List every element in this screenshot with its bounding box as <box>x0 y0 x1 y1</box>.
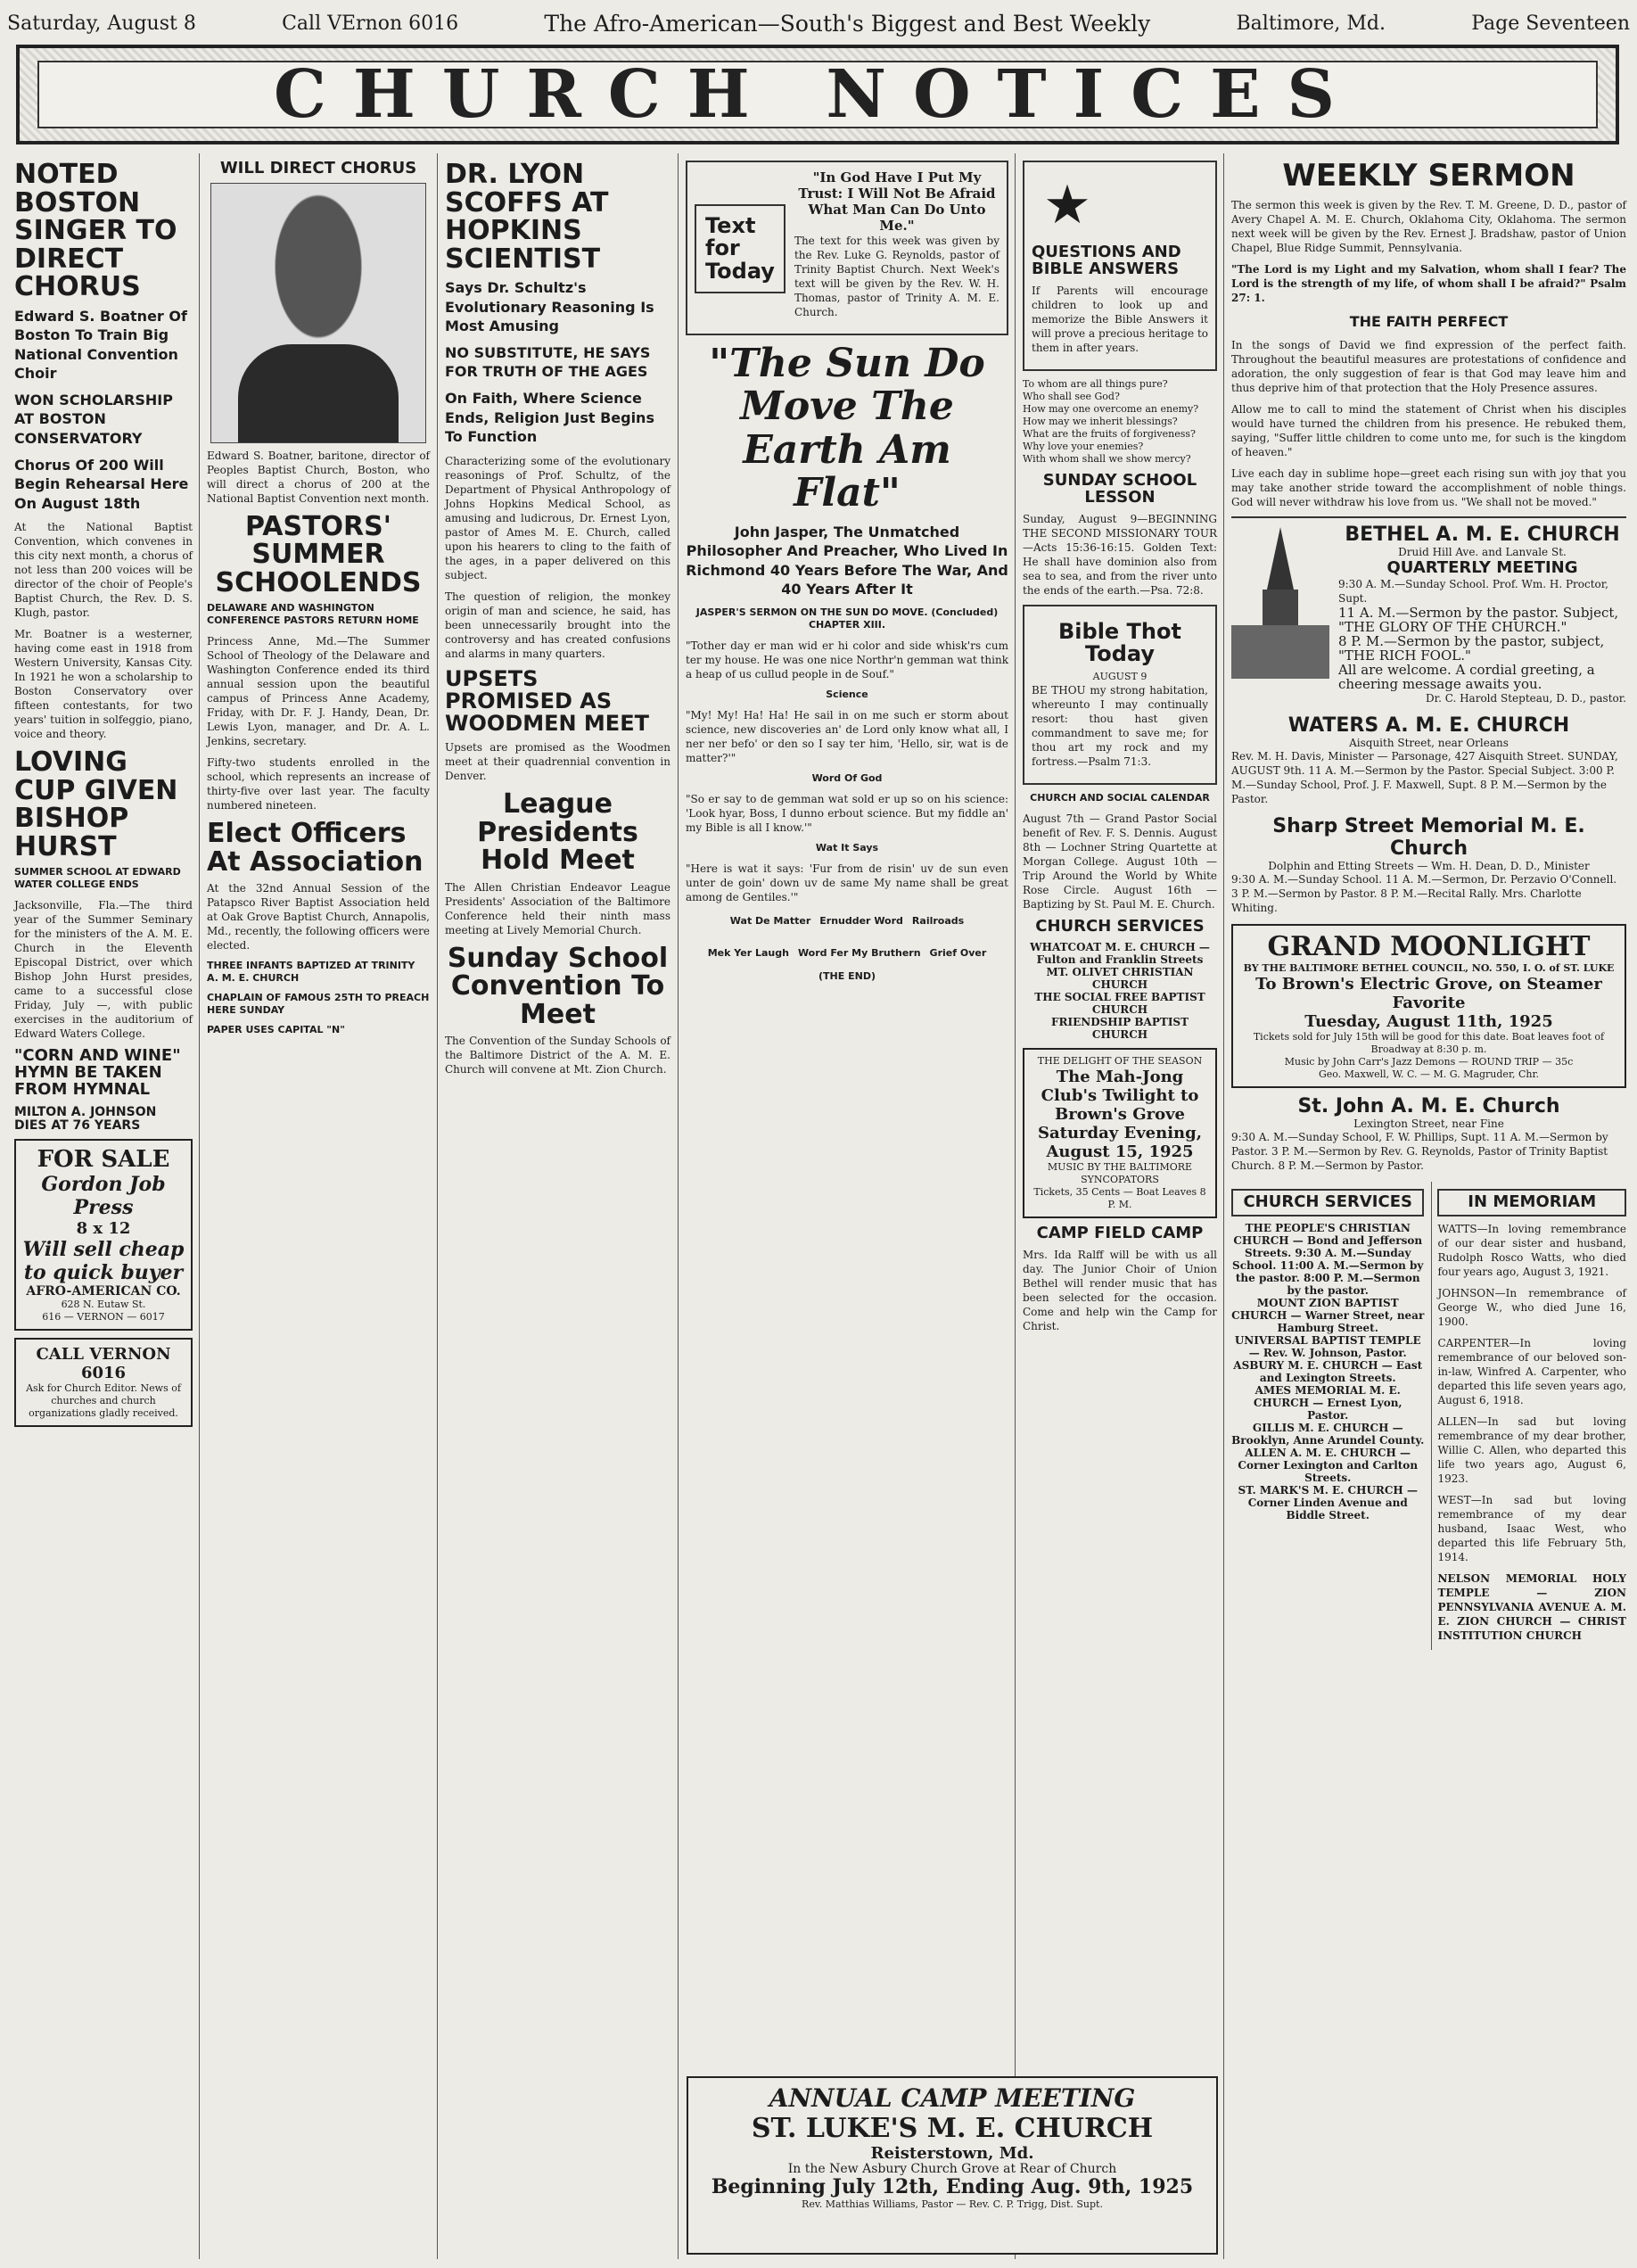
article-paragraph: The question of religion, the monkey origin of man and science, he said, has been unnecessarily brought into the controversy and has created confusions and alarms in many quarters. <box>445 590 670 660</box>
sermon-subhead: THE FAITH PERFECT <box>1349 312 1509 330</box>
church-address: Dolphin and Etting Streets — Wm. H. Dean, D. D., Minister <box>1268 860 1590 873</box>
headline-woodmen: UPSETS PROMISED AS WOODMEN MEET <box>445 665 649 737</box>
directory-entry: UNIVERSAL BAPTIST TEMPLE — Rev. W. Johnson, Pastor. <box>1234 1334 1421 1360</box>
column-4 <box>680 153 1014 2259</box>
directory-entry: WHATCOAT M. E. CHURCH — Fulton and Franklin Streets <box>1030 940 1210 966</box>
the-end: (THE END) <box>818 969 876 982</box>
bible-thot-box <box>1023 605 1217 785</box>
headline-corn-and-wine: "CORN AND WINE" HYMN BE TAKEN FROM HYMNAL <box>14 1046 181 1100</box>
header-paper: The Afro-American—South's Biggest and Best Weekly <box>544 10 1151 37</box>
ad-line: Gordon Job Press <box>41 1173 166 1220</box>
photo-caption-top: WILL DIRECT CHORUS <box>219 159 417 177</box>
sunday-school-lesson: Sunday, August 9—BEGINNING THE SECOND MISSIONARY TOUR—Acts 15:36-16:15. Golden Text: He shall have dominion also from sea to sea, and from the river unto the ends of the earth.—Psa. 72:8. <box>1023 512 1217 597</box>
article-paragraph: Mr. Boatner is a westerner, having come east in 1918 from Western University, Kansas City. In 1921 he won a scholarship to Boston Conservatory over fifteen contestants, for two years' tuition in solfeggio, piano, voice and theory. <box>14 628 193 741</box>
masthead-banner <box>16 45 1619 144</box>
calendar-text: August 7th — Grand Pastor Social benefit of Rev. F. S. Dennis. August 8th — Lochner String Quartette at Morgan College. August 10th — Trip Around the World by White Rose Circle. August 16th — Baptizing by St. Paul M. E. Church. <box>1023 812 1217 911</box>
ad-line: In the New Asbury Church Grove at Rear of Church <box>787 2162 1117 2176</box>
question: With whom shall we show mercy? <box>1023 452 1191 465</box>
memoriam-entry: JOHNSON—In remembrance of George W., who died June 16, 1900. <box>1437 1287 1626 1329</box>
dek: WON SCHOLARSHIP AT BOSTON CONSERVATORY <box>14 391 173 448</box>
bible-thot-text: BE THOU my strong habitation, whereunto I may continually resort: thou hast given commandment to save me; for thou art my rock and my fortress.—Psalm 71:3. <box>1032 683 1208 768</box>
ad-annual-camp-meeting <box>687 2076 1218 2255</box>
church-directory <box>1231 1222 1424 1522</box>
dek: John Jasper, The Unmatched Philosopher And Preacher, Who Lived In Richmond 40 Years Before The War, And 40 Years After It <box>686 523 1008 598</box>
church-line: 9:30 A. M.—Sunday School. Prof. Wm. H. Proctor, Supt. <box>1338 578 1608 606</box>
article-paragraph: "Here is wat it says: 'Fur from de risin' uv de sun even unter de goin' down uv de same My name shall be great among de Gentiles.'" <box>686 862 1008 903</box>
subhead: Mek Yer Laugh <box>707 946 789 959</box>
header-page: Page Seventeen <box>1471 12 1630 35</box>
sunday-school-lesson-title: SUNDAY SCHOOL LESSON <box>1042 470 1197 507</box>
church-name: St. John A. M. E. Church <box>1297 1095 1560 1118</box>
masthead-title: CHURCH NOTICES <box>274 56 1361 133</box>
church-line: 9:30 A. M.—Sunday School. 11 A. M.—Sermon, Dr. Perzavio O'Connell. 3 P. M.—Sermon by Pastor. 8 P. M.—Recital Rally. Mrs. Charlotte Whiting. <box>1231 873 1617 915</box>
church-line: 11 A. M.—Sermon by the pastor. Subject, "THE GLORY OF THE CHURCH." <box>1338 605 1619 636</box>
headline-league-presidents: League Presidents Hold Meet <box>477 788 638 877</box>
ad-line: Beginning July 12th, Ending Aug. 9th, 1925 <box>711 2175 1194 2198</box>
headline-dr-lyon: DR. LYON SCOFFS AT HOPKINS SCIENTIST <box>445 159 609 275</box>
article-paragraph: Fifty-two students enrolled in the school, which represents an increase of thirty-five over last year. The faculty numbered nineteen. <box>207 756 430 812</box>
dek: THREE INFANTS BAPTIZED AT TRINITY A. M. E. CHURCH <box>207 960 415 985</box>
church-name: WATERS A. M. E. CHURCH <box>1287 714 1570 738</box>
portrait-photo <box>210 183 426 443</box>
question: Why love your enemies? <box>1023 440 1144 452</box>
article-paragraph: "My! My! Ha! Ha! He sail in on me such er storm about science, new discoveries an' de Lord only know what all, I ner ner befo' or den so I say ter him, 'Hello, sir, wat is de matter?'" <box>686 708 1008 764</box>
bethel-church-ad <box>1231 516 1626 705</box>
ad-line: 8 x 12 <box>76 1219 131 1239</box>
ad-line: Will sell cheap to quick buyer <box>22 1238 185 1285</box>
scripture-quote: "In God Have I Put My Trust: I Will Not Be Afraid What Man Can Do Unto Me." <box>798 169 996 234</box>
ad-line: Tickets sold for July 15th will be good for this date. Boat leaves foot of Broadway at 8:30 p. m. <box>1253 1031 1605 1056</box>
memoriam-entry: WEST—In sad but loving remembrance of my dear husband, Isaac West, who departed this life February 5th, 1914. <box>1437 1494 1626 1564</box>
bible-thot-date: AUGUST 9 <box>1092 670 1148 682</box>
waters-church-ad <box>1231 714 1626 806</box>
article-paragraph: Allow me to call to mind the statement of Christ when his disciples would have turned the children from his presence. He rebuked them, saying, "Suffer little children to come unto me, for such is the kingdom of heaven." <box>1231 403 1626 459</box>
church-name: BETHEL A. M. E. CHURCH <box>1345 524 1620 547</box>
question: Who shall see God? <box>1023 390 1120 402</box>
church-services-block <box>1231 1182 1424 1650</box>
dek: Chorus Of 200 Will Begin Rehearsal Here On August 18th <box>14 456 189 512</box>
directory-entry: THE SOCIAL FREE BAPTIST CHURCH <box>1034 990 1205 1016</box>
ad-line: Geo. Maxwell, W. C. — M. G. Magruder, Chr. <box>1318 1068 1540 1081</box>
sermon-text: "The Lord is my Light and my Salvation, whom shall I fear? The Lord is the strength of my life, of whom shall I be afraid?" Psalm 27: 1. <box>1231 262 1626 304</box>
church-directory <box>1023 941 1217 1041</box>
directory-entry: ASBURY M. E. CHURCH — East and Lexington Streets. <box>1233 1359 1423 1385</box>
directory-entry: GILLIS M. E. CHURCH — Brooklyn, Anne Arundel County. <box>1231 1422 1425 1447</box>
article-paragraph: Live each day in sublime hope—greet each rising sun with joy that you may take another stride toward the accomplishment of noble things. God will never withdraw his love from us. "We shall not be moved." <box>1231 467 1626 509</box>
church-line: 9:30 A. M.—Sunday School, F. W. Phillips, Supt. 11 A. M.—Sermon by Pastor. 3 P. M.—Sermon by Rev. G. Reynolds, Pastor of Trinity Baptist Church. 8 P. M.—Sermon by Pastor. <box>1231 1131 1608 1173</box>
subhead: Wat It Says <box>815 841 879 854</box>
column-3 <box>440 153 676 2259</box>
questions-list <box>1023 378 1217 466</box>
ad-line: Ask for Church Editor. News of churches and church organizations gladly received. <box>26 1382 181 1420</box>
question: What are the fruits of forgiveness? <box>1023 427 1196 440</box>
directory-entry: ST. MARK'S M. E. CHURCH — Corner Linden Avenue and Biddle Street. <box>1238 1484 1418 1522</box>
column-rule <box>437 153 438 2259</box>
in-memoriam-block <box>1431 1182 1626 1650</box>
ad-line: 628 N. Eutaw St. <box>61 1299 146 1311</box>
church-services-title: CHURCH SERVICES <box>1231 1189 1424 1216</box>
dek: CHAPLAIN OF FAMOUS 25TH TO PREACH HERE SUNDAY <box>207 992 430 1017</box>
text-for-today-title: Text for Today <box>695 204 786 293</box>
directory-entry: ALLEN A. M. E. CHURCH — Corner Lexington and Carlton Streets. <box>1238 1447 1419 1485</box>
star-icon: ★ <box>1043 174 1091 236</box>
article-paragraph: At the 32nd Annual Session of the Patapsco River Baptist Association held at Oak Grove Baptist Church, Annapolis, Md., recently, the following officers were elected. <box>207 882 430 953</box>
dek: JASPER'S SERMON ON THE SUN DO MOVE. (Concluded) CHAPTER XIII. <box>695 606 999 631</box>
ad-line: Saturday Evening, August 15, 1925 <box>1037 1123 1203 1161</box>
header-place: Baltimore, Md. <box>1236 12 1386 35</box>
dek: NO SUBSTITUTE, HE SAYS FOR TRUTH OF THE AGES <box>445 343 651 381</box>
dek: SUMMER SCHOOL AT EDWARD WATER COLLEGE ENDS <box>14 866 181 891</box>
ad-line: MUSIC BY THE BALTIMORE SYNCOPATORS <box>1047 1160 1193 1185</box>
text-for-today-box <box>686 161 1008 335</box>
question: How may we inherit blessings? <box>1023 415 1178 427</box>
church-name: Sharp Street Memorial M. E. Church <box>1272 815 1585 861</box>
ad-job-press <box>14 1139 193 1331</box>
church-line: All are welcome. A cordial greeting, a cheering message awaits you. <box>1338 662 1595 693</box>
questions-note: If Parents will encourage children to look up and memorize the Bible Answers it will prove a precious heritage to them in after years. <box>1032 284 1208 354</box>
sermon-intro: The sermon this week is given by the Rev. T. M. Greene, D. D., pastor of Avery Chapel A. M. E. Church, Oklahoma City, Oklahoma. The sermon next week will be given by the Rev. Ernest J. Bradshaw, pastor of Union Chapel, Blue Ridge Summit, Pennsylvania. <box>1231 198 1626 254</box>
ad-line: Music by John Carr's Jazz Demons — ROUND TRIP — 35c <box>1284 1056 1574 1068</box>
dek: DELAWARE AND WASHINGTON CONFERENCE PASTORS RETURN HOME <box>207 602 419 627</box>
article-paragraph: In the songs of David we find expression of the perfect faith. Throughout the beautiful measures are protestations of confidence and adoration, the only suggestion of fear is that God may leave him and thus deprive him of that protection that the Holy Presence assures. <box>1231 339 1626 395</box>
headline-elect-officers: Elect Officers At Association <box>207 818 424 878</box>
quote-note: The text for this week was given by the Rev. Luke G. Reynolds, pastor of Trinity Baptist Church. Next Week's text will be given by the Rev. W. H. Thomas, pastor of Trinity A. M. E. Church. <box>794 235 999 318</box>
article-paragraph: The Allen Christian Endeavor League Presidents' Association of the Baltimore Conference held their ninth mass meeting at Lively Memorial Church. <box>445 880 670 936</box>
church-line: 8 P. M.—Sermon by the pastor, subject, "THE RICH FOOL." <box>1338 633 1605 664</box>
ad-line: AFRO-AMERICAN CO. <box>26 1284 181 1299</box>
questions-box <box>1023 161 1217 371</box>
article-paragraph: The Convention of the Sunday Schools of the Baltimore District of the A. M. E. Church will convene at Mt. Zion Church. <box>445 1035 670 1076</box>
directory-entry: MOUNT ZION BAPTIST CHURCH — Warner Street, near Hamburg Street. <box>1231 1297 1425 1335</box>
church-line: Dr. C. Harold Stepteau, D. D., pastor. <box>1426 692 1626 705</box>
church-event: QUARTERLY MEETING <box>1386 558 1578 578</box>
ad-line: Tickets, 35 Cents — Boat Leaves 8 P. M. <box>1033 1185 1206 1210</box>
weekly-sermon-title: WEEKLY SERMON <box>1282 158 1575 194</box>
dek: Edward S. Boatner Of Boston To Train Big National Convention Choir <box>14 307 187 383</box>
directory-entry: AMES MEMORIAL M. E. CHURCH — Ernest Lyon, Pastor. <box>1253 1384 1403 1423</box>
sharp-street-church-ad <box>1231 815 1626 915</box>
header-phone: Call VErnon 6016 <box>282 12 459 35</box>
article-paragraph: Characterizing some of the evolutionary reasonings of Prof. Schultz, of the Department of Physical Anthropology of Johns Hopkins Medical School, as amusing and ludicrous, Dr. Ernest Lyon, pastor of Ames M. E. Church, called upon his hearers to cling to the faith of the ages, in a paper delivered on this subject. <box>445 454 670 581</box>
ad-line: Reisterstown, Md. <box>870 2144 1034 2163</box>
subhead: Wat De Matter <box>729 914 811 927</box>
question: How may one overcome an enemy? <box>1023 402 1199 415</box>
column-rule <box>678 153 679 2259</box>
ad-line: The Mah-Jong Club's Twilight to Brown's Grove <box>1041 1067 1199 1124</box>
headline-sunday-school-convention: Sunday School Convention To Meet <box>447 942 669 1030</box>
church-line: Rev. M. H. Davis, Minister — Parsonage, 427 Aisquith Street. SUNDAY, AUGUST 9th. 11 A. M.—Sermon by the Pastor. Special Subject. 3:00 P. M.—Sunday School, Prof. J. F. Maxwell, Supt. 8 P. M.—Sermon by the Pastor. <box>1231 750 1618 806</box>
ad-line: Rev. Matthias Williams, Pastor — Rev. C. P. Trigg, Dist. Supt. <box>802 2198 1103 2210</box>
article-paragraph: Princess Anne, Md.—The Summer School of Theology of the Delaware and Washington Conference ended its third annual session upon the beautiful campus of Princess Anne Academy, Friday, with Dr. F. J. Handy, Dean, Dr. Lewis Lyon, manager, and Dr. A. L. Jenkins, secretary. <box>207 635 430 748</box>
ad-line: ST. LUKE'S M. E. CHURCH <box>751 2113 1154 2144</box>
camp-field-title: CAMP FIELD CAMP <box>1036 1223 1204 1242</box>
article-paragraph: "Tother day er man wid er hi color and side whisk'rs cum ter my house. He was one nice Northr'n gemman wat think a heap of us cullud people in de Souf." <box>686 639 1008 680</box>
column-rule <box>1015 153 1016 2259</box>
article-paragraph: "So er say to de gemman wat sold er up so on his science: 'Look hyar, Boss, I dunno erbout science. But my fiddle an' my Bible is all I know.'" <box>686 792 1008 834</box>
ad-line: GRAND MOONLIGHT <box>1267 931 1591 963</box>
ad-line: BY THE BALTIMORE BETHEL COUNCIL, NO. 550, I. O. of ST. LUKE <box>1243 962 1615 975</box>
memoriam-entry: CARPENTER—In loving remembrance of our beloved son-in-law, Winfred A. Carpenter, who departed this life seven years ago, August 6, 1918. <box>1437 1337 1626 1407</box>
subhead: Ernudder Word <box>819 914 903 927</box>
page-header <box>7 4 1630 43</box>
ad-line: CALL VERNON 6016 <box>36 1345 171 1383</box>
column-rule <box>1223 153 1224 2259</box>
church-services-title: CHURCH SERVICES <box>1035 916 1205 936</box>
column-6 <box>1226 153 1632 2259</box>
question: To whom are all things pure? <box>1023 377 1168 390</box>
ad-grand-moonlight <box>1231 924 1626 1088</box>
subhead: Science <box>826 688 868 700</box>
questions-title: QUESTIONS AND BIBLE ANSWERS <box>1032 243 1181 278</box>
church-address: Druid Hill Ave. and Lanvale St. <box>1398 546 1567 559</box>
article-paragraph: At the National Baptist Convention, which convenes in this city next month, a chorus of not less than 200 voices will be director of the choir of People's Baptist Church, the Rev. D. S. Klugh, pastor. <box>14 521 193 620</box>
dek: PAPER USES CAPITAL "N" <box>207 1024 345 1036</box>
memoriam-entry: ALLEN—In sad but loving remembrance of my dear brother, Willie C. Allen, who departed this life two years ago, August 6, 1923. <box>1437 1415 1626 1486</box>
masthead-inner <box>37 56 1598 133</box>
header-date: Saturday, August 8 <box>7 12 196 35</box>
calendar-title: CHURCH AND SOCIAL CALENDAR <box>1030 791 1210 804</box>
headline-boston-singer: NOTED BOSTON SINGER TO DIRECT CHORUS <box>14 159 177 302</box>
column-5 <box>1017 153 1222 2259</box>
column-rule <box>199 153 200 2259</box>
dek: Says Dr. Schultz's Evolutionary Reasoning Is Most Amusing <box>445 279 654 335</box>
memoriam-entry: NELSON MEMORIAL HOLY TEMPLE — ZION PENNSYLVANIA AVENUE A. M. E. ZION CHURCH — CHRIST INSTITUTION CHURCH <box>1437 1572 1626 1643</box>
church-address: Lexington Street, near Fine <box>1353 1118 1504 1131</box>
subhead: Grief Over <box>929 946 987 959</box>
photo-caption: Edward S. Boatner, baritone, director of Peoples Baptist Church, Boston, who will direct a chorus of 200 at the National Baptist Convention next month. <box>207 449 430 505</box>
subhead: Word Fer My Bruthern <box>797 946 921 959</box>
directory-entry: MT. OLIVET CHRISTIAN CHURCH <box>1046 965 1194 991</box>
ad-line: To Brown's Electric Grove, on Steamer Favorite <box>1255 975 1602 1013</box>
headline-loving-cup: LOVING CUP GIVEN BISHOP HURST <box>14 746 178 862</box>
st-john-church-ad <box>1231 1095 1626 1173</box>
ad-call-vernon <box>14 1338 193 1427</box>
in-memoriam-title: IN MEMORIAM <box>1437 1189 1626 1216</box>
church-steeple-icon <box>1231 527 1329 679</box>
subhead: Word Of God <box>811 771 883 784</box>
headline-milton-johnson: MILTON A. JOHNSON DIES AT 76 YEARS <box>14 1105 157 1133</box>
memoriam-entry: WATTS—In loving remembrance of our dear sister and husband, Rudolph Rosco Watts, who died four years ago, August 3, 1921. <box>1437 1223 1626 1279</box>
ad-mah-jong <box>1023 1048 1217 1218</box>
ad-line: Tuesday, August 11th, 1925 <box>1304 1012 1553 1032</box>
column-1 <box>9 153 198 2259</box>
church-address: Aisquith Street, near Orleans <box>1349 737 1509 750</box>
article-paragraph: Jacksonville, Fla.—The third year of the Summer Seminary for the ministers of the A. M. E. Church in the Eleventh Episcopal District, over which Bishop John Hurst presides, came to a successful close Friday, July —, with public exercises in the auditorium of Edward Waters College. <box>14 899 193 1041</box>
subhead: Railroads <box>911 914 965 927</box>
bible-thot-title: Bible Thot Today <box>1058 618 1181 666</box>
directory-entry: THE PEOPLE'S CHRISTIAN CHURCH — Bond and Jefferson Streets. 9:30 A. M.—Sunday School. 11:00 A. M.—Sermon by the pastor. 8:00 P. M.—Sermon by the pastor. <box>1232 1222 1424 1298</box>
ad-line: THE DELIGHT OF THE SEASON <box>1037 1054 1203 1067</box>
ad-line: FOR SALE <box>37 1146 170 1174</box>
article-paragraph: Upsets are promised as the Woodmen meet at their quadrennial convention in Denver. <box>445 741 670 783</box>
column-2 <box>202 153 435 2259</box>
dek: On Faith, Where Science Ends, Religion Just Begins To Function <box>445 389 654 446</box>
bottom-split <box>1231 1182 1626 1650</box>
sun-do-move-title: "The Sun Do Move The Earth Am Flat" <box>709 341 985 516</box>
headline-pastors-school: PASTORS' SUMMER SCHOOLENDS <box>215 510 422 598</box>
ad-line: 616 — VERNON — 6017 <box>42 1311 165 1324</box>
ad-line: ANNUAL CAMP MEETING <box>769 2083 1136 2113</box>
directory-entry: FRIENDSHIP BAPTIST CHURCH <box>1050 1015 1189 1041</box>
camp-field-text: Mrs. Ida Ralff will be with us all day. The Junior Choir of Union Bethel will render music that has been selected for the occasion. Come and help win the Camp for Christ. <box>1023 1248 1217 1332</box>
